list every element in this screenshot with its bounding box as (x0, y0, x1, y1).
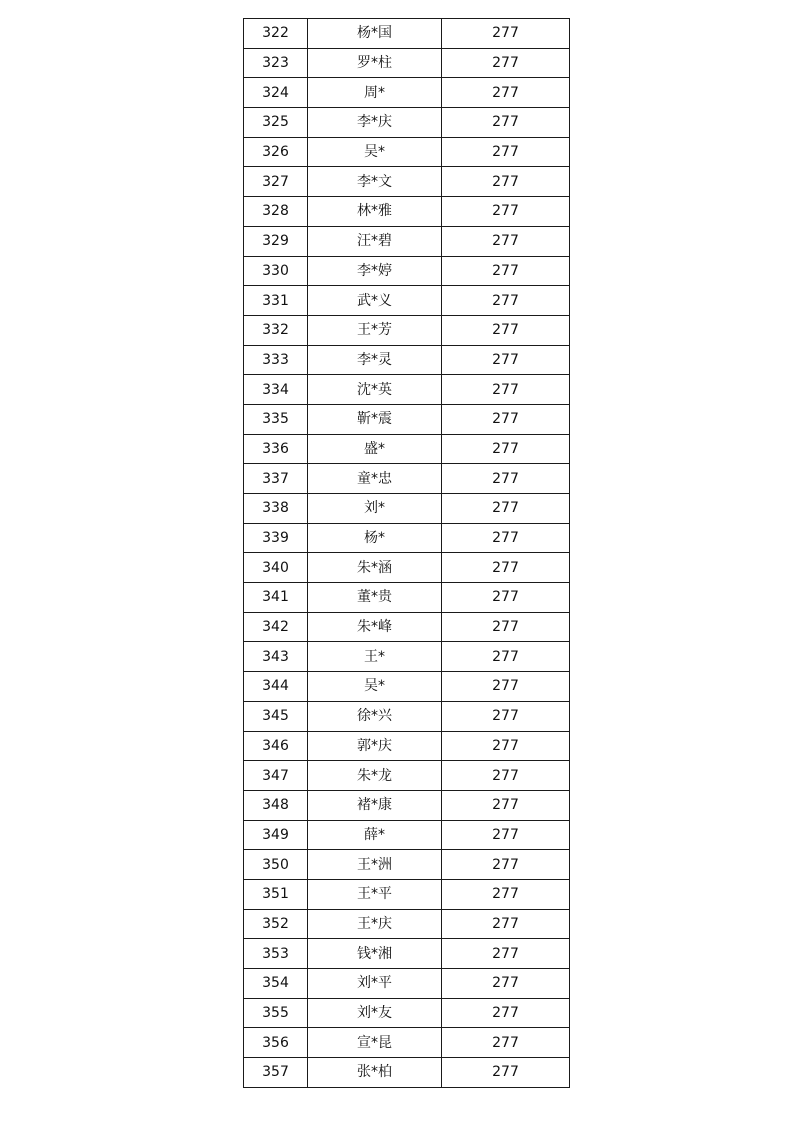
table-row (244, 1028, 570, 1058)
row-number-cell: 341 (244, 583, 308, 613)
table-row (244, 701, 570, 731)
score-cell: 277 (442, 197, 570, 227)
score-cell: 277 (442, 761, 570, 791)
name-cell: 杨*国 (308, 19, 442, 49)
row-number-cell: 335 (244, 404, 308, 434)
name-cell: 沈*英 (308, 375, 442, 405)
row-number-cell: 346 (244, 731, 308, 761)
score-cell: 277 (442, 226, 570, 256)
name-cell: 童*忠 (308, 464, 442, 494)
score-cell: 277 (442, 19, 570, 49)
name-cell: 朱*涵 (308, 553, 442, 583)
table-row (244, 256, 570, 286)
name-cell: 靳*震 (308, 404, 442, 434)
row-number-cell: 333 (244, 345, 308, 375)
name-cell: 张*柏 (308, 1058, 442, 1088)
name-cell: 李*庆 (308, 108, 442, 138)
table-row (244, 583, 570, 613)
table-row (244, 672, 570, 702)
score-cell: 277 (442, 701, 570, 731)
row-number-cell: 340 (244, 553, 308, 583)
row-number-cell: 322 (244, 19, 308, 49)
row-number-cell: 345 (244, 701, 308, 731)
table-row (244, 612, 570, 642)
table-row (244, 642, 570, 672)
table-row (244, 523, 570, 553)
name-cell: 钱*湘 (308, 939, 442, 969)
row-number-cell: 348 (244, 790, 308, 820)
table-row (244, 761, 570, 791)
score-cell: 277 (442, 1058, 570, 1088)
score-cell: 277 (442, 939, 570, 969)
name-cell: 李*灵 (308, 345, 442, 375)
table-row (244, 1058, 570, 1088)
name-cell: 刘* (308, 494, 442, 524)
table-row (244, 137, 570, 167)
score-cell: 277 (442, 137, 570, 167)
table-row (244, 19, 570, 49)
table-row (244, 464, 570, 494)
score-cell: 277 (442, 998, 570, 1028)
score-cell: 277 (442, 108, 570, 138)
name-cell: 刘*友 (308, 998, 442, 1028)
score-cell: 277 (442, 375, 570, 405)
table-row (244, 820, 570, 850)
score-cell: 277 (442, 78, 570, 108)
table-row (244, 197, 570, 227)
name-cell: 董*贵 (308, 583, 442, 613)
name-cell: 武*义 (308, 286, 442, 316)
table-row (244, 375, 570, 405)
name-cell: 刘*平 (308, 969, 442, 999)
score-cell: 277 (442, 731, 570, 761)
row-number-cell: 344 (244, 672, 308, 702)
name-cell: 盛* (308, 434, 442, 464)
row-number-cell: 324 (244, 78, 308, 108)
row-number-cell: 352 (244, 909, 308, 939)
score-cell: 277 (442, 1028, 570, 1058)
table-row (244, 939, 570, 969)
row-number-cell: 326 (244, 137, 308, 167)
score-table-body (244, 19, 570, 1088)
table-row (244, 553, 570, 583)
score-cell: 277 (442, 167, 570, 197)
score-cell: 277 (442, 464, 570, 494)
table-row (244, 998, 570, 1028)
score-cell: 277 (442, 909, 570, 939)
table-row (244, 226, 570, 256)
name-cell: 王*平 (308, 879, 442, 909)
row-number-cell: 327 (244, 167, 308, 197)
score-cell: 277 (442, 790, 570, 820)
row-number-cell: 342 (244, 612, 308, 642)
table-row (244, 850, 570, 880)
table-row (244, 108, 570, 138)
row-number-cell: 334 (244, 375, 308, 405)
table-row (244, 494, 570, 524)
row-number-cell: 357 (244, 1058, 308, 1088)
name-cell: 李*婷 (308, 256, 442, 286)
table-row (244, 167, 570, 197)
table-row (244, 315, 570, 345)
name-cell: 王*洲 (308, 850, 442, 880)
table-row (244, 731, 570, 761)
score-cell: 277 (442, 672, 570, 702)
name-cell: 王*芳 (308, 315, 442, 345)
row-number-cell: 343 (244, 642, 308, 672)
name-cell: 汪*碧 (308, 226, 442, 256)
name-cell: 褚*康 (308, 790, 442, 820)
table-row (244, 434, 570, 464)
name-cell: 徐*兴 (308, 701, 442, 731)
name-cell: 杨* (308, 523, 442, 553)
score-cell: 277 (442, 583, 570, 613)
score-table (243, 18, 570, 1088)
score-cell: 277 (442, 553, 570, 583)
row-number-cell: 355 (244, 998, 308, 1028)
name-cell: 朱*龙 (308, 761, 442, 791)
score-cell: 277 (442, 523, 570, 553)
name-cell: 王*庆 (308, 909, 442, 939)
score-cell: 277 (442, 969, 570, 999)
name-cell: 吴* (308, 137, 442, 167)
row-number-cell: 350 (244, 850, 308, 880)
table-row (244, 879, 570, 909)
row-number-cell: 347 (244, 761, 308, 791)
row-number-cell: 337 (244, 464, 308, 494)
score-cell: 277 (442, 256, 570, 286)
name-cell: 郭*庆 (308, 731, 442, 761)
row-number-cell: 331 (244, 286, 308, 316)
name-cell: 罗*柱 (308, 48, 442, 78)
row-number-cell: 353 (244, 939, 308, 969)
score-cell: 277 (442, 345, 570, 375)
name-cell: 林*雅 (308, 197, 442, 227)
name-cell: 宣*昆 (308, 1028, 442, 1058)
table-row (244, 48, 570, 78)
row-number-cell: 329 (244, 226, 308, 256)
row-number-cell: 336 (244, 434, 308, 464)
score-cell: 277 (442, 494, 570, 524)
table-row (244, 969, 570, 999)
table-row (244, 404, 570, 434)
row-number-cell: 351 (244, 879, 308, 909)
name-cell: 王* (308, 642, 442, 672)
score-cell: 277 (442, 879, 570, 909)
row-number-cell: 356 (244, 1028, 308, 1058)
row-number-cell: 332 (244, 315, 308, 345)
score-cell: 277 (442, 48, 570, 78)
score-cell: 277 (442, 850, 570, 880)
row-number-cell: 325 (244, 108, 308, 138)
table-row (244, 78, 570, 108)
row-number-cell: 339 (244, 523, 308, 553)
table-row (244, 790, 570, 820)
name-cell: 薛* (308, 820, 442, 850)
score-cell: 277 (442, 612, 570, 642)
score-cell: 277 (442, 404, 570, 434)
row-number-cell: 338 (244, 494, 308, 524)
row-number-cell: 328 (244, 197, 308, 227)
score-cell: 277 (442, 315, 570, 345)
score-cell: 277 (442, 286, 570, 316)
name-cell: 吴* (308, 672, 442, 702)
row-number-cell: 323 (244, 48, 308, 78)
table-row (244, 286, 570, 316)
name-cell: 朱*峰 (308, 612, 442, 642)
row-number-cell: 349 (244, 820, 308, 850)
table-row (244, 909, 570, 939)
name-cell: 李*文 (308, 167, 442, 197)
row-number-cell: 354 (244, 969, 308, 999)
row-number-cell: 330 (244, 256, 308, 286)
score-cell: 277 (442, 820, 570, 850)
name-cell: 周* (308, 78, 442, 108)
table-row (244, 345, 570, 375)
score-cell: 277 (442, 434, 570, 464)
score-cell: 277 (442, 642, 570, 672)
